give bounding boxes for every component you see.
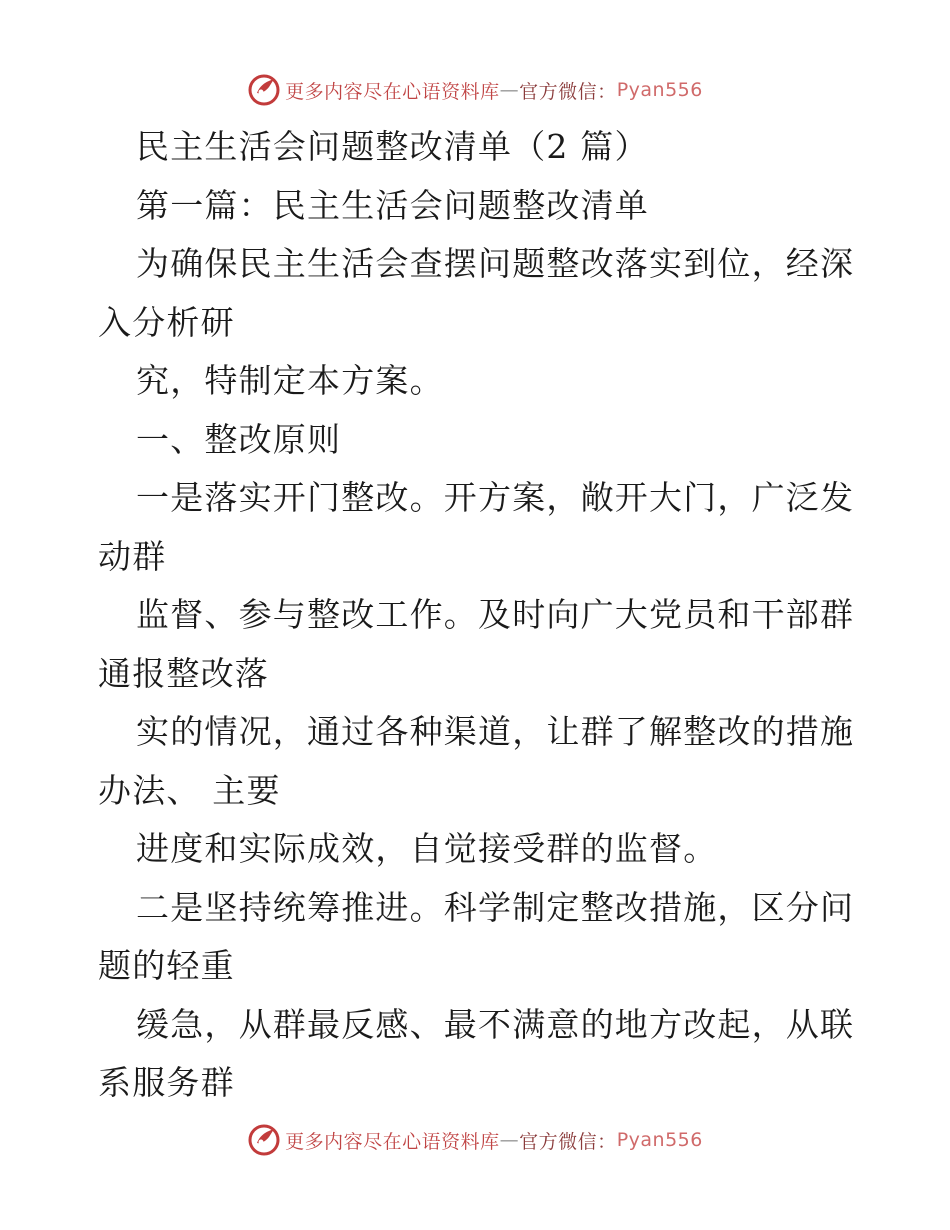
footer-watermark (0, 1120, 950, 1160)
text-line: 缓急，从群最反感、最不满意的地方改起，从联 (136, 1004, 855, 1044)
header-watermark (0, 70, 950, 110)
text-line: 办法、 主要 (98, 770, 281, 810)
text-line: 一是落实开门整改。开方案，敞开大门，广泛发 (136, 478, 855, 517)
text-line: 入分析研 (98, 302, 235, 342)
text-line: 为确保民主生活会查摆问题整改落实到位，经深 (136, 244, 855, 283)
text-line: 题的轻重 (98, 946, 235, 985)
text-line: 一、整改原则 (136, 419, 342, 459)
text-line: 通报整改落 (98, 653, 269, 693)
watermark-dash: — (499, 79, 520, 101)
watermark-wechat-id: Pyan556 (616, 1129, 703, 1151)
text-line: 二是坚持统筹推进。科学制定整改措施，区分问 (136, 887, 855, 927)
text-line: 第一篇：民主生活会问题整改清单 (136, 185, 649, 225)
watermark-official-label: 官方微信： (519, 80, 617, 103)
watermark-official-label: 官方微信： (519, 1130, 617, 1153)
text-line: 动群 (98, 536, 167, 576)
watermark-dash: — (499, 1129, 520, 1151)
text-line: 进度和实际成效，自觉接受群的监督。 (136, 829, 718, 868)
logo-icon (247, 1123, 281, 1157)
document-body (98, 118, 858, 1113)
text-line: 系服务群 (98, 1063, 235, 1102)
watermark-wechat-id: Pyan556 (616, 79, 703, 101)
text-line: 实的情况，通过各种渠道，让群了解整改的措施 (136, 712, 855, 751)
text-line: 民主生活会问题整改清单（2 篇） (136, 127, 649, 166)
text-line: 究，特制定本方案。 (136, 361, 444, 400)
text-line: 监督、参与整改工作。及时向广大党员和干部群 (136, 595, 855, 634)
logo-icon (247, 73, 281, 107)
watermark-text: 更多内容尽在心语资料库 (285, 80, 500, 103)
watermark-text: 更多内容尽在心语资料库 (285, 1130, 500, 1153)
